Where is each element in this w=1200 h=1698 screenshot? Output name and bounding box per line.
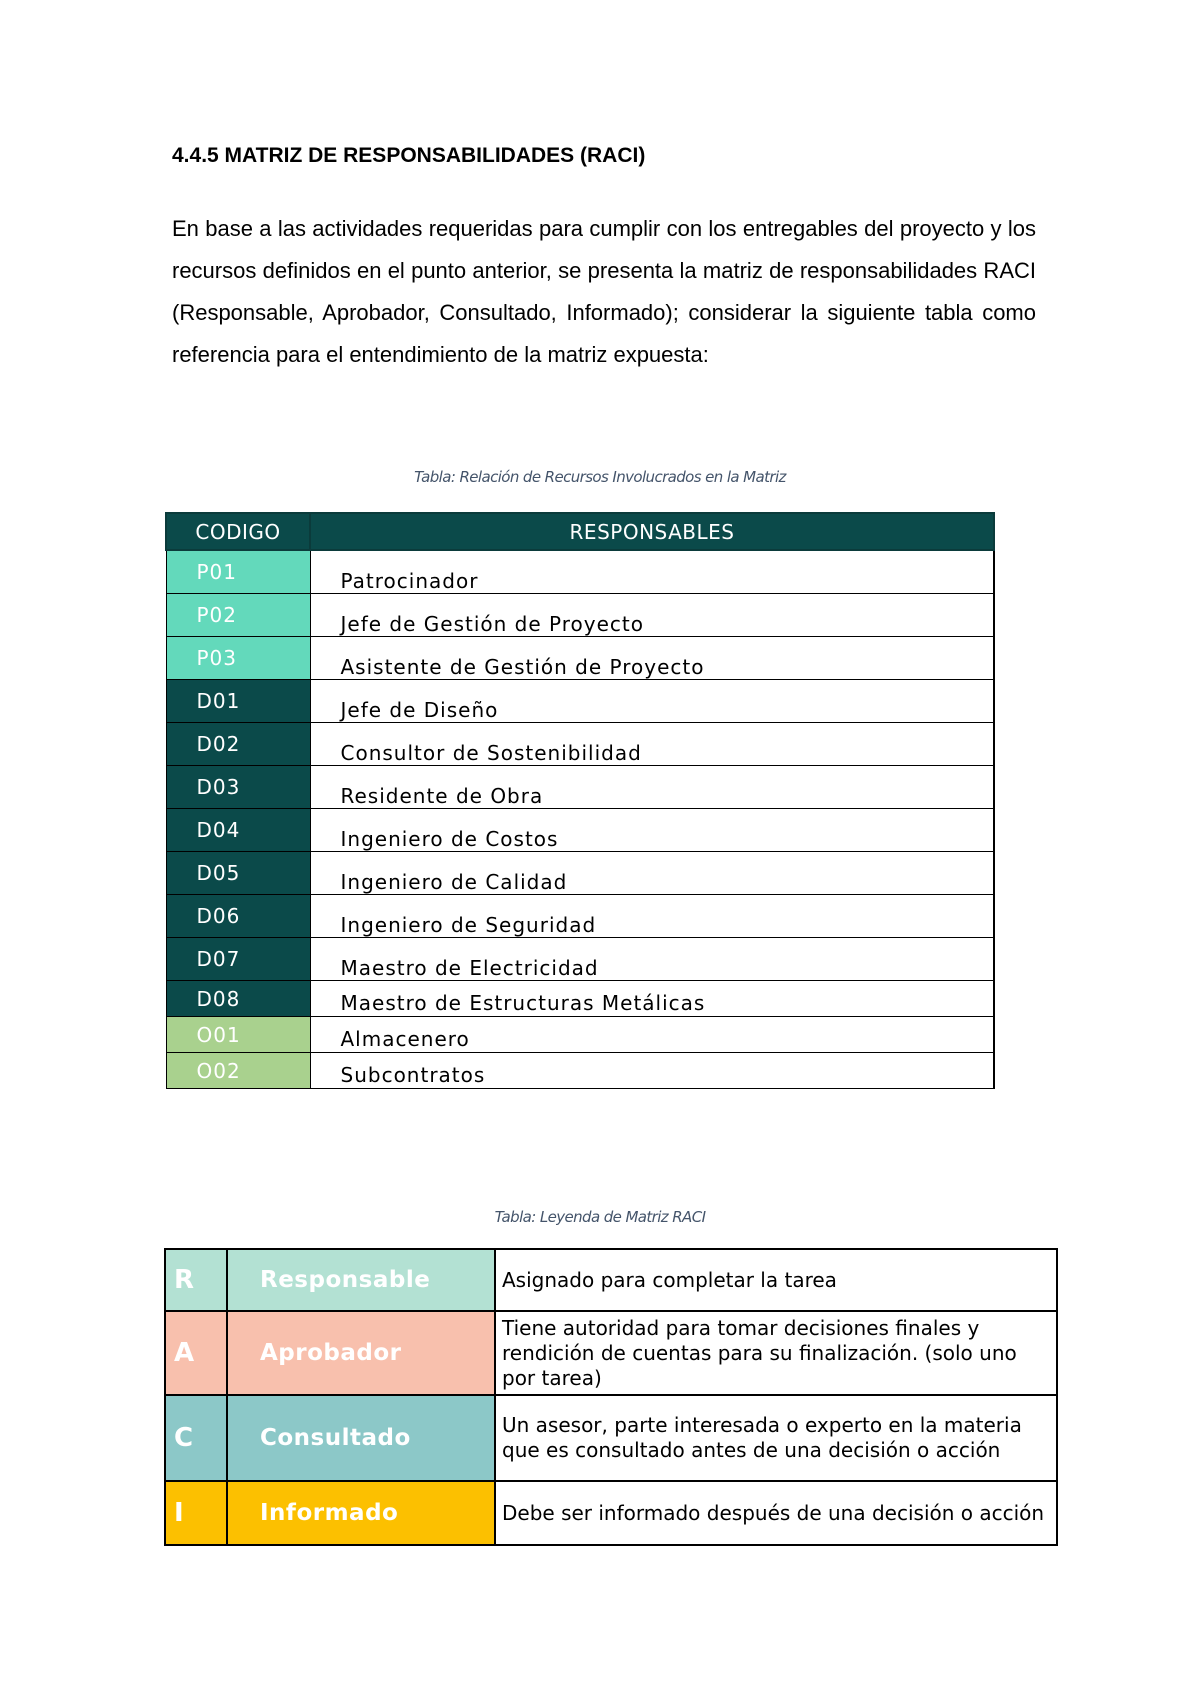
legend-letter: A xyxy=(165,1311,227,1395)
table-row xyxy=(166,1017,994,1053)
legend-description: Asignado para completar la tarea xyxy=(495,1249,1057,1311)
responsable-cell: Patrocinador xyxy=(310,550,994,594)
section-heading: 4.4.5 MATRIZ DE RESPONSABILIDADES (RACI) xyxy=(172,144,646,167)
legend-row-i xyxy=(165,1481,1057,1545)
code-cell: D07 xyxy=(166,938,310,981)
legend-term: Aprobador xyxy=(227,1311,495,1395)
table-row xyxy=(166,809,994,852)
code-cell: O02 xyxy=(166,1053,310,1089)
responsable-cell: Maestro de Electricidad xyxy=(310,938,994,981)
code-cell: D01 xyxy=(166,680,310,723)
legend-row-a xyxy=(165,1311,1057,1395)
code-cell: P02 xyxy=(166,594,310,637)
legend-row-r xyxy=(165,1249,1057,1311)
table-row xyxy=(166,1053,994,1089)
table-row xyxy=(166,637,994,680)
code-cell: D02 xyxy=(166,723,310,766)
responsable-cell: Consultor de Sostenibilidad xyxy=(310,723,994,766)
legend-description: Un asesor, parte interesada o experto en la materia que es consultado antes de una decisión o acción xyxy=(495,1395,1057,1481)
table-row xyxy=(166,981,994,1017)
code-cell: D03 xyxy=(166,766,310,809)
responsable-cell: Almacenero xyxy=(310,1017,994,1053)
table-row xyxy=(166,852,994,895)
code-cell: D06 xyxy=(166,895,310,938)
legend-term: Responsable xyxy=(227,1249,495,1311)
table-row xyxy=(166,723,994,766)
raci-legend-table xyxy=(164,1248,1058,1546)
legend-description: Tiene autoridad para tomar decisiones finales y rendición de cuentas para su finalización. (solo uno por tarea) xyxy=(495,1311,1057,1395)
responsable-cell: Maestro de Estructuras Metálicas xyxy=(310,981,994,1017)
responsable-cell: Ingeniero de Costos xyxy=(310,809,994,852)
header-codigo: CODIGO xyxy=(166,513,310,550)
legend-letter: I xyxy=(165,1481,227,1545)
responsable-cell: Asistente de Gestión de Proyecto xyxy=(310,637,994,680)
legend-row-c xyxy=(165,1395,1057,1481)
table-row xyxy=(166,594,994,637)
code-cell: D05 xyxy=(166,852,310,895)
header-responsables: RESPONSABLES xyxy=(310,513,994,550)
table-row xyxy=(166,938,994,981)
legend-description: Debe ser informado después de una decisión o acción xyxy=(495,1481,1057,1545)
responsable-cell: Jefe de Gestión de Proyecto xyxy=(310,594,994,637)
table-row xyxy=(166,766,994,809)
legend-letter: C xyxy=(165,1395,227,1481)
table-row xyxy=(166,550,994,594)
code-cell: P03 xyxy=(166,637,310,680)
resources-table xyxy=(165,512,995,1089)
responsable-cell: Subcontratos xyxy=(310,1053,994,1089)
resources-table-header-row xyxy=(166,513,994,550)
code-cell: O01 xyxy=(166,1017,310,1053)
responsable-cell: Ingeniero de Seguridad xyxy=(310,895,994,938)
table-row xyxy=(166,680,994,723)
legend-term: Informado xyxy=(227,1481,495,1545)
code-cell: D08 xyxy=(166,981,310,1017)
legend-letter: R xyxy=(165,1249,227,1311)
code-cell: P01 xyxy=(166,550,310,594)
legend-table-caption: Tabla: Leyenda de Matriz RACI xyxy=(494,1208,706,1226)
responsable-cell: Ingeniero de Calidad xyxy=(310,852,994,895)
responsable-cell: Residente de Obra xyxy=(310,766,994,809)
intro-paragraph: En base a las actividades requeridas para cumplir con los entregables del proyecto y los recursos definidos en el punto anterior, se presenta la matriz de responsabilidades RACI (Responsable, Aprobador, Consultado, Informado); considerar la siguiente tabla como referencia para el entendimiento de la matriz expuesta: xyxy=(172,216,1036,367)
legend-term: Consultado xyxy=(227,1395,495,1481)
table-row xyxy=(166,895,994,938)
resources-table-caption: Tabla: Relación de Recursos Involucrados en la Matriz xyxy=(414,468,786,486)
responsable-cell: Jefe de Diseño xyxy=(310,680,994,723)
code-cell: D04 xyxy=(166,809,310,852)
